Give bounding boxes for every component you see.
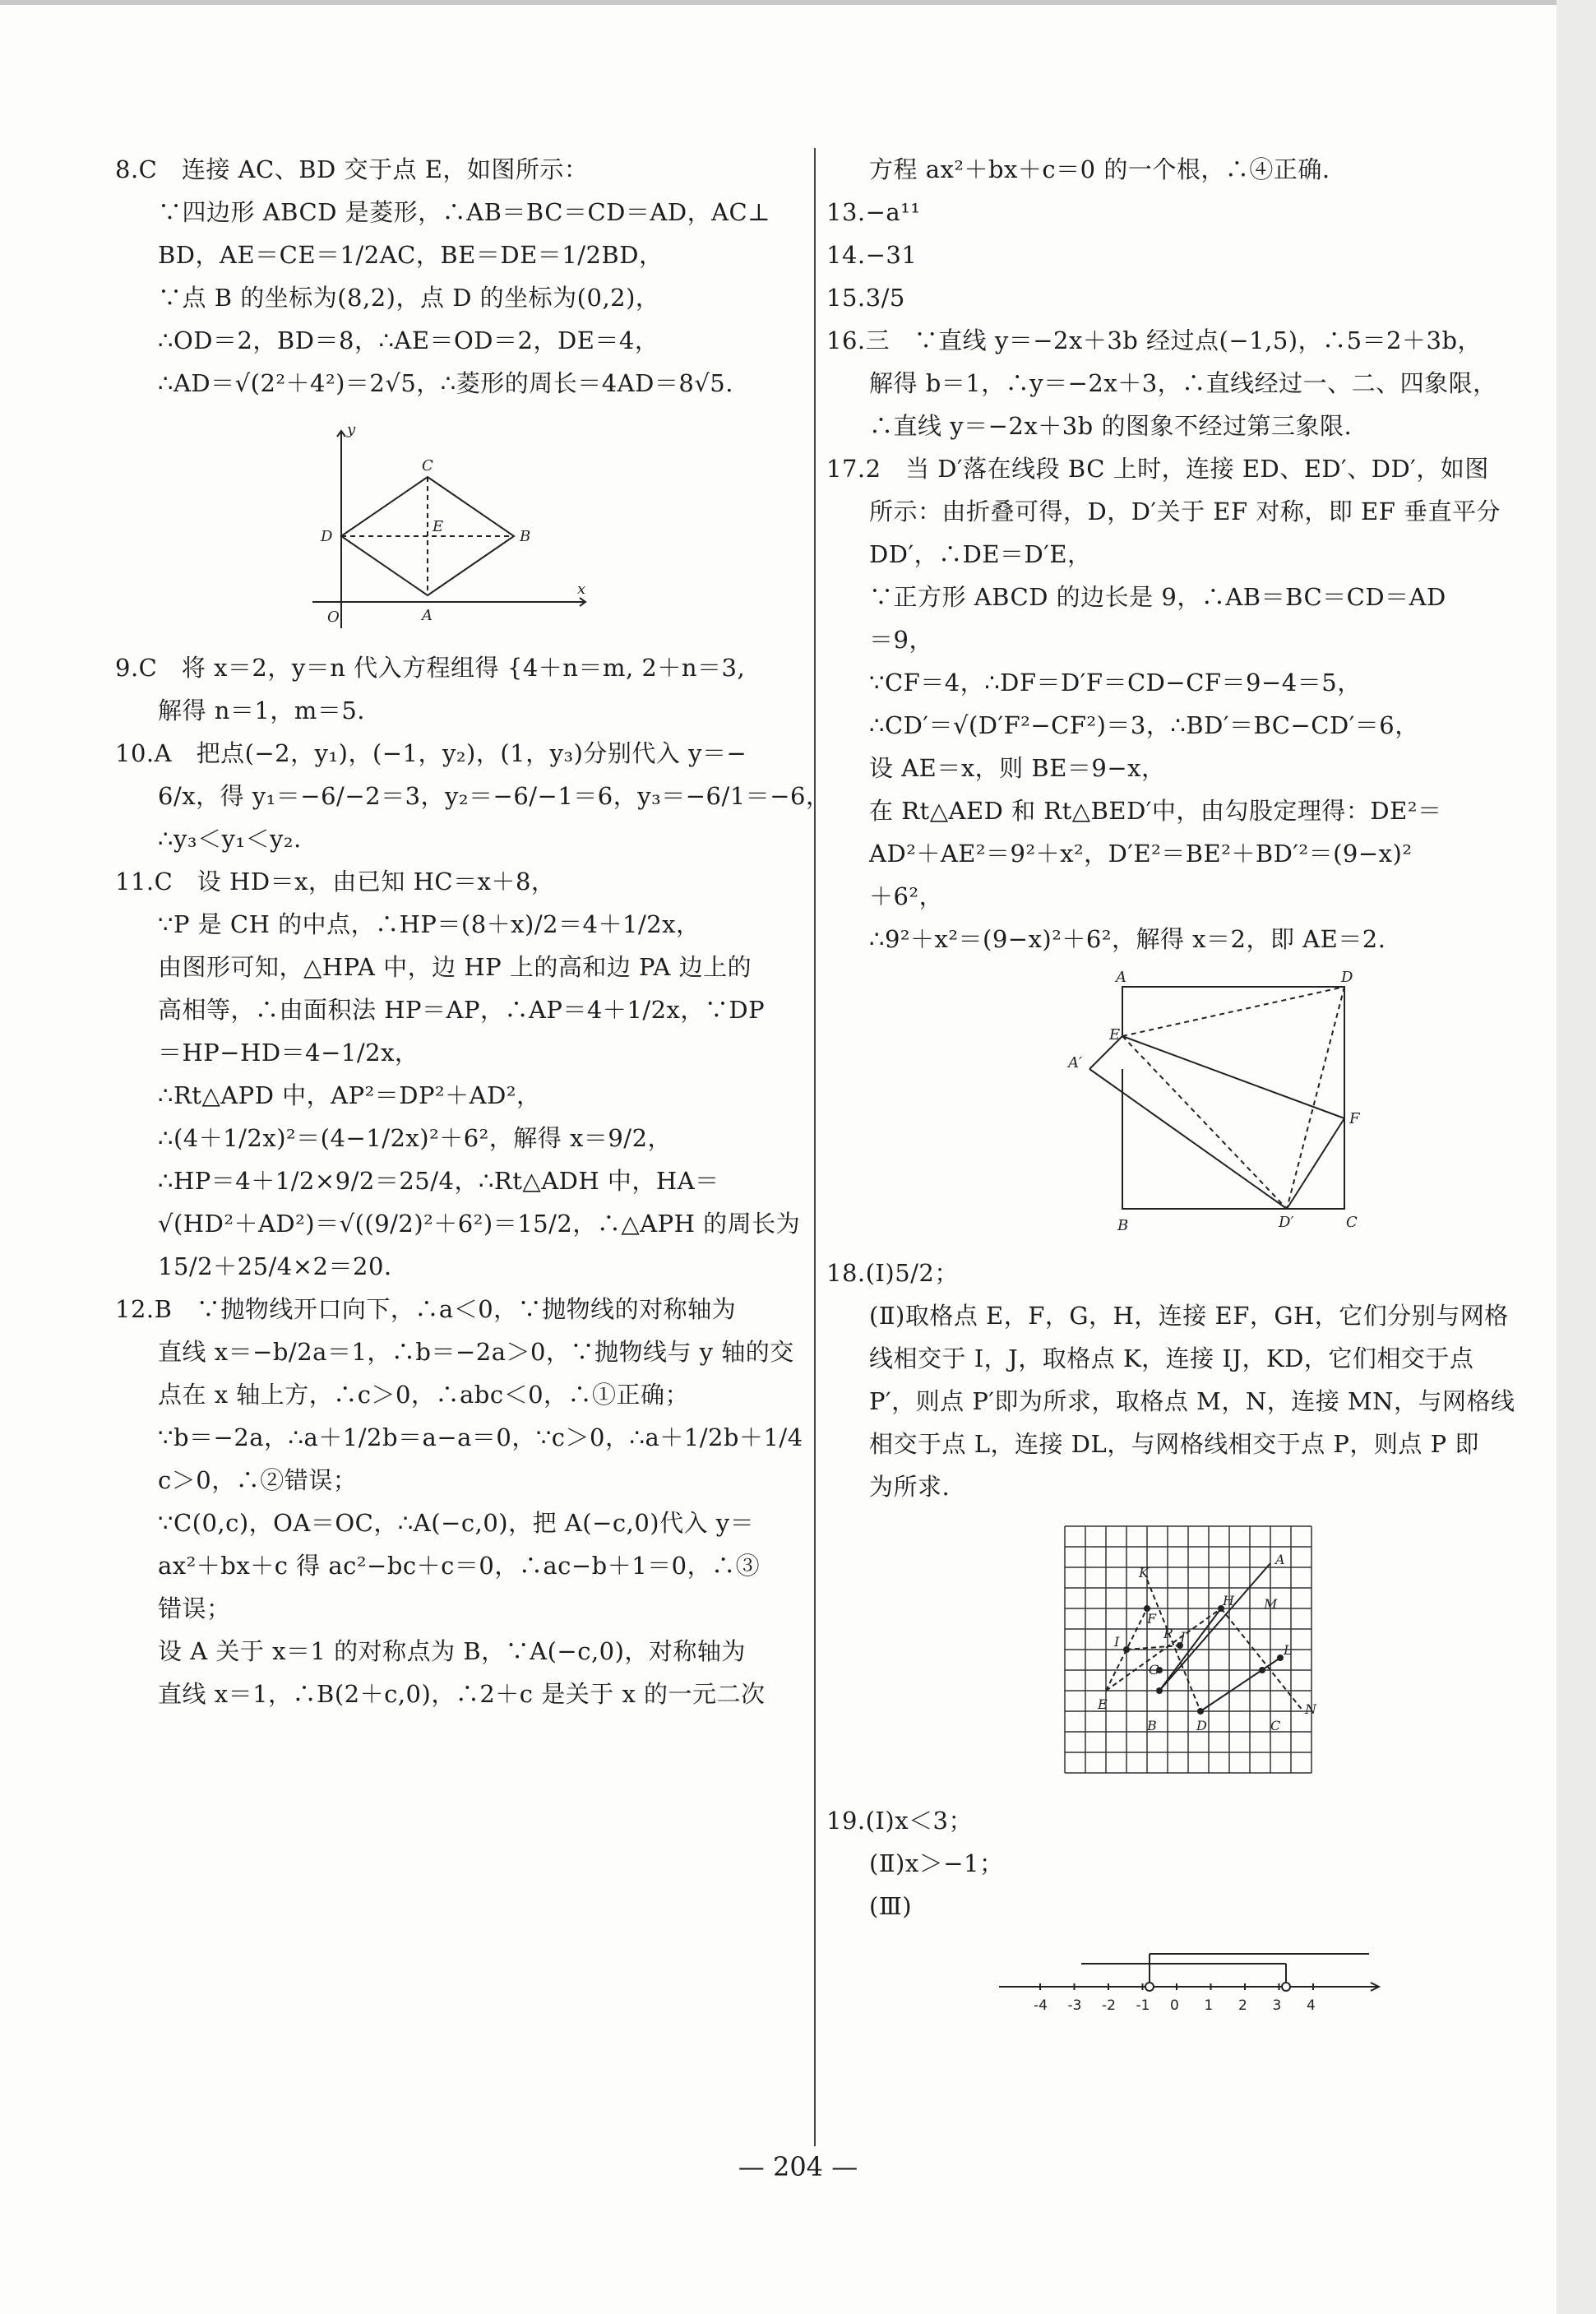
label-e: E — [433, 518, 444, 535]
label-f: F — [1147, 1611, 1157, 1627]
tick-label: 3 — [1272, 1997, 1282, 2014]
label-k: K — [1139, 1565, 1149, 1580]
text-line: BD，AE＝CE＝1/2AC，BE＝DE＝1/2BD， — [158, 241, 664, 269]
column-divider — [814, 148, 816, 2146]
text-line: 高相等，∴由面积法 HP＝AP，∴AP＝4＋1/2x，∵DP — [158, 996, 766, 1024]
page-number-text: — 204 — — [738, 2151, 858, 2182]
text-line: ∵C(0,c)，OA＝OC，∴A(−c,0)，把 A(−c,0)代入 y＝ — [158, 1509, 755, 1537]
label-c: C — [1270, 1718, 1281, 1733]
text-line: ∴y₃＜y₁＜y₂. — [158, 825, 302, 853]
text-line: DD′，∴DE＝D′E， — [869, 540, 1092, 568]
label-y: y — [347, 421, 356, 438]
label-i: I — [1114, 1634, 1120, 1650]
label-d-prime: D′ — [1279, 1214, 1294, 1231]
label-e: E — [1109, 1026, 1121, 1044]
text-line: 16.三 ∵直线 y＝−2x＋3b 经过点(−1,5)，∴5＝2＋3b， — [826, 326, 1483, 354]
label-b: B — [1147, 1718, 1157, 1733]
tick-label: 1 — [1204, 1997, 1214, 2014]
text-line: 设 AE＝x，则 BE＝9−x， — [869, 754, 1166, 782]
text-line: ∵b＝−2a，∴a＋1/2b＝a−a＝0，∵c＞0，∴a＋1/2b＋1/4 — [158, 1423, 803, 1451]
page-edge-shadow — [1557, 0, 1596, 2314]
tick-label: 2 — [1238, 1997, 1247, 2014]
text-line: 线相交于 I，J，取格点 K，连接 IJ，KD，它们相交于点 — [869, 1344, 1474, 1372]
text-line: (Ⅱ)x＞−1； — [869, 1849, 1004, 1877]
label-e: E — [1098, 1696, 1108, 1712]
text-line: 为所求. — [869, 1473, 951, 1501]
page-number — [0, 2151, 1596, 2182]
text-line: 6/x，得 y₁＝−6/−2＝3，y₂＝−6/−1＝6，y₃＝−6/1＝−6， — [158, 782, 830, 810]
text-line: (Ⅲ) — [869, 1892, 913, 1920]
text-line: ＝9， — [869, 626, 933, 654]
text-line: 解得 n＝1，m＝5. — [158, 697, 366, 724]
text-line: 12.B ∵抛物线开口向下，∴a＜0，∵抛物线的对称轴为 — [115, 1295, 737, 1323]
label-d: D — [321, 528, 333, 545]
left-column — [115, 148, 830, 1715]
text-line: ∴9²＋x²＝(9−x)²＋6²，解得 x＝2，即 AE＝2. — [869, 925, 1386, 953]
text-line: 13.−a¹¹ — [826, 198, 921, 226]
text-line: 19.(Ⅰ)x＜3； — [826, 1807, 974, 1835]
label-m: M — [1264, 1596, 1278, 1612]
tick-label: 4 — [1307, 1997, 1316, 2014]
text-line: ∴AD＝√(2²＋4²)＝2√5，∴菱形的周长＝4AD＝8√5. — [158, 369, 733, 397]
label-c: C — [422, 457, 433, 474]
rhombus-figure — [304, 414, 600, 636]
label-x: x — [577, 581, 586, 598]
text-line: 点在 x 轴上方，∴c＞0，∴abc＜0，∴①正确； — [158, 1381, 690, 1409]
text-line: 相交于点 L，连接 DL，与网格线相交于点 P，则点 P 即 — [869, 1430, 1479, 1458]
number-line-figure — [991, 1937, 1402, 2028]
label-f: F — [1349, 1110, 1360, 1127]
text-line: 9.C 将 x＝2，y＝n 代入方程组得 {4＋n＝m, 2＋n＝3, — [115, 654, 746, 682]
grid-figure — [1048, 1518, 1410, 1789]
text-line: 直线 x＝1，∴B(2＋c,0)，∴2＋c 是关于 x 的一元二次 — [158, 1680, 766, 1708]
text-line: ∴(4＋1/2x)²＝(4−1/2x)²＋6²，解得 x＝9/2， — [158, 1124, 673, 1152]
right-column — [826, 148, 1517, 2038]
text-line: 14.−31 — [826, 241, 918, 269]
text-line: ∵P 是 CH 的中点，∴HP＝(8＋x)/2＝4＋1/2x， — [158, 910, 701, 938]
tick-label: -2 — [1102, 1997, 1116, 2014]
label-a: A — [422, 607, 433, 624]
text-line: ∴直线 y＝−2x＋3b 的图象不经过第三象限. — [869, 412, 1353, 440]
text-line: ∵四边形 ABCD 是菱形，∴AB＝BC＝CD＝AD，AC⊥ — [158, 198, 770, 226]
label-b: B — [1117, 1217, 1129, 1234]
text-line: 设 A 关于 x＝1 的对称点为 B，∵A(−c,0)，对称轴为 — [158, 1637, 746, 1665]
label-n: N — [1305, 1701, 1316, 1717]
label-d: D — [1341, 970, 1353, 986]
text-line: ∴CD′＝√(D′F²−CF²)＝3，∴BD′＝BC−CD′＝6， — [869, 711, 1419, 739]
tick-label: -1 — [1136, 1997, 1150, 2014]
text-line: 由图形可知，△HPA 中，边 HP 上的高和边 PA 边上的 — [158, 953, 752, 981]
text-line: 方程 ax²＋bx＋c＝0 的一个根，∴④正确. — [869, 155, 1330, 183]
text-line: AD²＋AE²＝9²＋x²，D′E²＝BE²＋BD′²＝(9−x)² — [869, 840, 1413, 868]
text-line: ∵正方形 ABCD 的边长是 9，∴AB＝BC＝CD＝AD — [869, 583, 1446, 611]
text-line: 解得 b＝1，∴y＝−2x＋3，∴直线经过一、二、四象限， — [869, 369, 1497, 397]
label-a-prime: A′ — [1068, 1054, 1083, 1071]
text-line: 11.C 设 HD＝x，由已知 HC＝x＋8， — [115, 868, 556, 896]
label-d: D — [1196, 1718, 1207, 1733]
label-p: P — [1163, 1626, 1173, 1641]
text-line: 15.3/5 — [826, 284, 905, 312]
text-line: 17.2 当 D′落在线段 BC 上时，连接 ED、ED′、DD′，如图 — [826, 455, 1489, 483]
label-j: J — [1180, 1629, 1186, 1645]
text-line: √(HD²＋AD²)＝√((9/2)²＋6²)＝15/2，∴△APH 的周长为 — [158, 1210, 801, 1238]
text-line: ∴HP＝4＋1/2×9/2＝25/4，∴Rt△ADH 中，HA＝ — [158, 1167, 719, 1195]
label-c: C — [1346, 1214, 1358, 1231]
text-line: ＋6²， — [869, 882, 944, 910]
text-line: 错误； — [158, 1594, 231, 1622]
tick-label: 0 — [1170, 1997, 1179, 2014]
text-line: ∴Rt△APD 中，AP²＝DP²＋AD²， — [158, 1081, 541, 1109]
text-line: 18.(Ⅰ)5/2； — [826, 1259, 959, 1287]
text-line: ＝HP−HD＝4−1/2x， — [158, 1039, 419, 1067]
text-line: P′，则点 P′即为所求，取格点 M，N，连接 MN，与网格线 — [869, 1387, 1515, 1415]
text-line: ax²＋bx＋c 得 ac²−bc＋c＝0，∴ac−b＋1＝0，∴③ — [158, 1552, 761, 1580]
label-b: B — [520, 528, 531, 545]
text-line: ∵CF＝4，∴DF＝D′F＝CD−CF＝9−4＝5， — [869, 669, 1362, 697]
text-line: 8.C 连接 AC、BD 交于点 E，如图所示： — [115, 155, 589, 183]
label-o: O — [327, 609, 340, 626]
label-l: L — [1284, 1642, 1293, 1658]
label-g: G — [1149, 1662, 1159, 1678]
label-a: A — [1116, 970, 1126, 986]
text-line: (Ⅱ)取格点 E，F，G，H，连接 EF，GH，它们分别与网格 — [869, 1302, 1509, 1330]
text-line: c＞0，∴②错误； — [158, 1466, 358, 1494]
text-line: 在 Rt△AED 和 Rt△BED′中，由勾股定理得：DE²＝ — [869, 797, 1442, 825]
text-line: 15/2＋25/4×2＝20. — [158, 1252, 392, 1280]
tick-label: -3 — [1067, 1997, 1082, 2014]
square-fold-figure — [1065, 970, 1377, 1242]
label-h: H — [1223, 1593, 1234, 1608]
text-line: 直线 x＝−b/2a＝1，∴b＝−2a＞0，∵抛物线与 y 轴的交 — [158, 1338, 794, 1366]
tick-label: -4 — [1034, 1997, 1048, 2014]
text-line: ∵点 B 的坐标为(8,2)，点 D 的坐标为(0,2)， — [158, 284, 660, 312]
text-line: 10.A 把点(−2，y₁)，(−1，y₂)，(1，y₃)分别代入 y＝− — [115, 739, 747, 767]
text-line: 所示：由折叠可得，D，D′关于 EF 对称，即 EF 垂直平分 — [869, 498, 1501, 525]
text-line: ∴OD＝2，BD＝8，∴AE＝OD＝2，DE＝4， — [158, 326, 659, 354]
label-a: A — [1275, 1552, 1285, 1567]
top-border — [0, 0, 1596, 5]
